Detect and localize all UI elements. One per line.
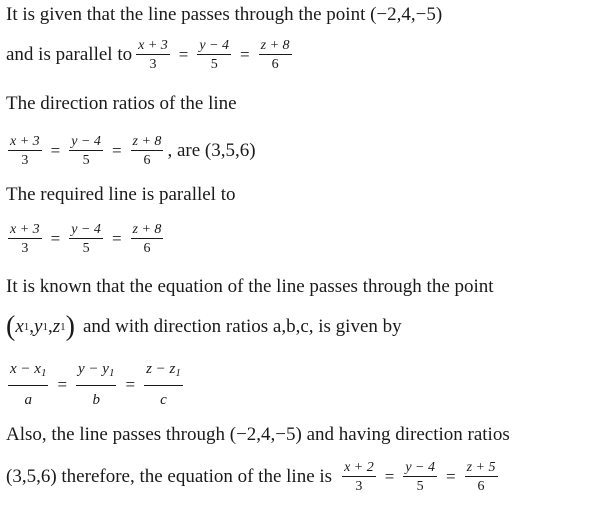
denominator: 3 [149, 57, 157, 72]
denominator: 3 [21, 241, 29, 256]
point-x: x [15, 316, 24, 337]
equals-sign: = [57, 374, 68, 394]
numerator: $x - x_1$ [8, 360, 48, 386]
point-z: z [52, 316, 61, 337]
fraction-x [342, 460, 376, 494]
fraction-z [259, 38, 292, 72]
denominator: 3 [355, 479, 363, 494]
numerator: $y - y_1$ [76, 360, 116, 386]
equals-sign: = [50, 141, 61, 160]
equals-sign: = [111, 229, 122, 248]
numerator: y − 4 [199, 38, 230, 53]
direction-ratios-text: and with direction ratios a,b,c, is given by [82, 316, 402, 337]
known-equation-text: It is known that the equation of the line passes through the point [6, 276, 494, 297]
fraction-x [8, 360, 48, 409]
numerator: y − 4 [405, 460, 435, 475]
denominator: 5 [82, 153, 90, 168]
numerator: x + 3 [138, 38, 168, 53]
fraction-z [465, 460, 498, 494]
fraction-x [136, 38, 170, 72]
direction-ratios-value: , are (3,5,6) [167, 140, 256, 161]
parallel-to-text: and is parallel to [6, 44, 133, 65]
equals-sign: = [446, 467, 456, 486]
given-line-row [6, 38, 294, 72]
fraction-z [131, 222, 164, 256]
fraction-y [69, 134, 103, 168]
equals-sign: = [178, 45, 189, 64]
denominator: b [92, 392, 100, 408]
fraction-z [131, 134, 164, 168]
final-equation-row [6, 460, 500, 494]
required-line-text: The required line is parallel to [6, 184, 236, 205]
denominator: 5 [416, 479, 424, 494]
given-point-text: It is given that the line passes through the point (−2,4,−5) [6, 4, 443, 25]
numerator: $z - z_1$ [144, 360, 183, 386]
denominator: 6 [477, 479, 485, 494]
point-x-sub: 1 [23, 321, 30, 333]
denominator: 6 [271, 57, 279, 72]
also-passes-text: Also, the line passes through (−2,4,−5) and having direction ratios [6, 424, 510, 445]
therefore-text: (3,5,6) therefore, the equation of the line is [6, 466, 333, 487]
equals-sign: = [125, 374, 136, 394]
denominator: c [160, 392, 167, 408]
equals-sign: = [384, 467, 395, 486]
point-y-sub: 1 [42, 321, 48, 333]
fraction-y [197, 38, 231, 72]
numerator: z + 8 [260, 38, 290, 53]
equals-sign: = [240, 45, 250, 64]
numerator: x + 2 [344, 460, 374, 475]
denominator: 5 [82, 241, 90, 256]
required-line-equation [6, 222, 165, 256]
fraction-z [144, 360, 183, 409]
denominator: a [24, 392, 32, 408]
point-z-sub: 1 [60, 321, 66, 333]
numerator: x + 3 [10, 134, 40, 149]
point-row: ( x 1 , y 1 , z 1 ) and with direction ratios a,b,c, is given by [6, 311, 402, 342]
fraction-y [69, 222, 103, 256]
general-line-equation [6, 360, 185, 409]
direction-ratios-row [6, 134, 256, 168]
fraction-x [8, 134, 42, 168]
denominator: 3 [21, 153, 29, 168]
denominator: 6 [143, 241, 151, 256]
fraction-y [403, 460, 437, 494]
fraction-x [8, 222, 42, 256]
open-paren: ( [6, 311, 16, 342]
numerator: y − 4 [71, 134, 101, 149]
numerator: z + 5 [466, 460, 496, 475]
numerator: z + 8 [132, 222, 162, 237]
direction-ratios-heading: The direction ratios of the line [6, 93, 237, 114]
numerator: y − 4 [71, 222, 101, 237]
numerator: x + 3 [10, 222, 40, 237]
point-y: y [34, 316, 43, 337]
denominator: 5 [210, 57, 218, 72]
fraction-y [76, 360, 116, 409]
denominator: 6 [143, 153, 151, 168]
numerator: z + 8 [132, 134, 162, 149]
close-paren: ) [65, 311, 75, 342]
equals-sign: = [50, 229, 61, 248]
equals-sign: = [111, 141, 122, 160]
